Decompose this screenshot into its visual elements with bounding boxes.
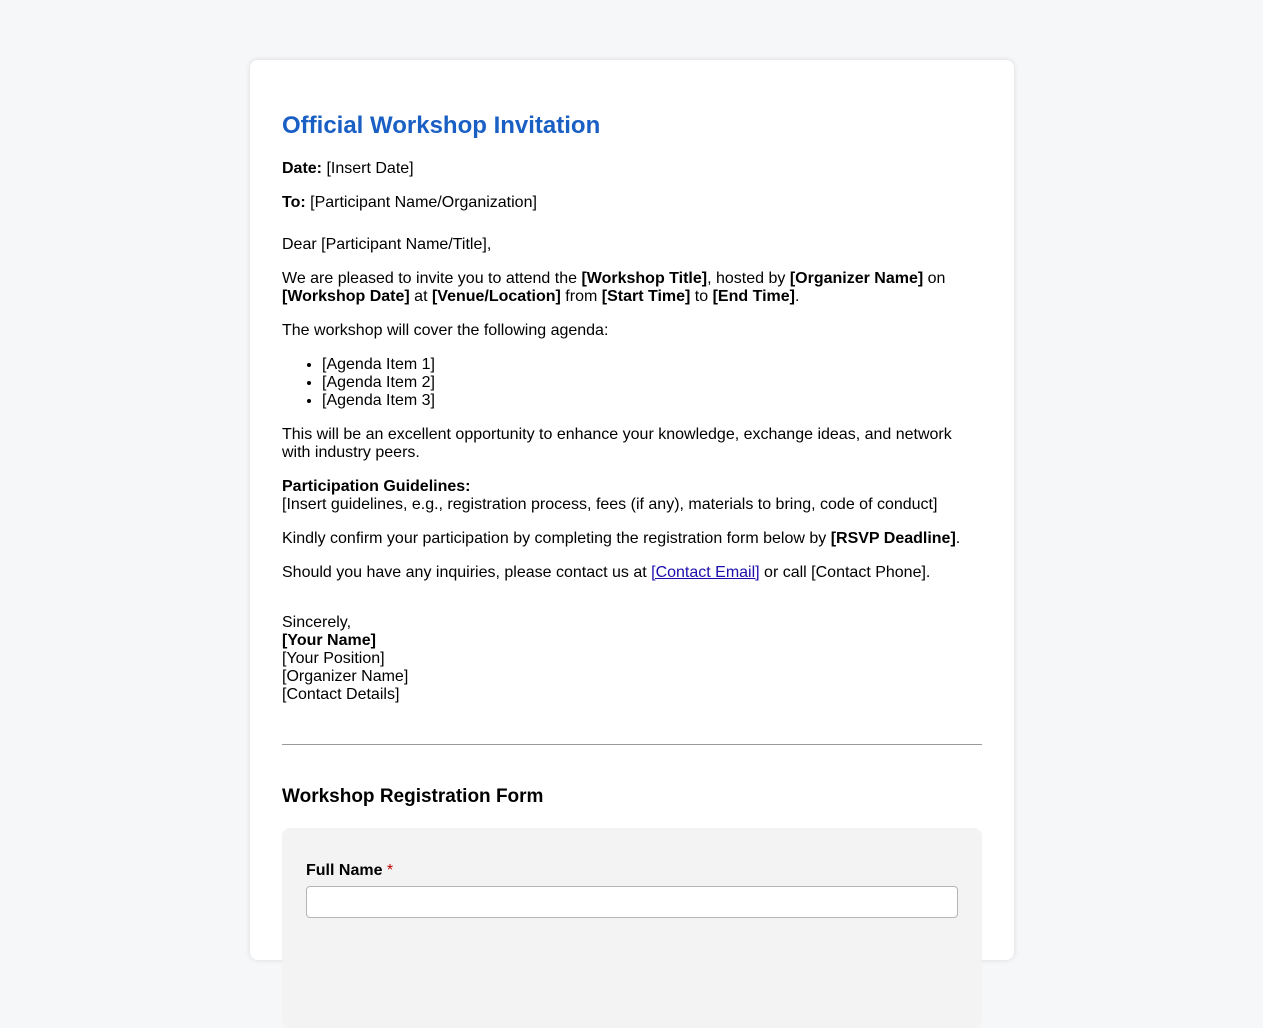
venue-location: [Venue/Location] [431, 288, 561, 305]
full-name-input[interactable] [306, 886, 958, 918]
opportunity-paragraph: This will be an excellent opportunity to enhance your knowledge, exchange ideas, and network with industry peers. [282, 426, 952, 461]
date-line [282, 160, 982, 178]
invitation-card [250, 60, 1014, 960]
signature-block [282, 614, 982, 704]
signer-position: [Your Position] [282, 650, 385, 667]
signer-name [282, 632, 982, 650]
intro-text: at [409, 288, 432, 305]
date-value: [Insert Date] [322, 160, 414, 177]
intro-text: on [923, 270, 946, 287]
rsvp-deadline: [RSVP Deadline] [830, 530, 956, 547]
intro-text: . [794, 288, 800, 305]
guidelines-label: Participation Guidelines: [282, 478, 471, 495]
contact-text: Should you have any inquiries, please contact us at [282, 564, 652, 581]
confirm-text: . [955, 530, 961, 547]
confirm-text: Kindly confirm your participation by completing the registration form below by [282, 530, 831, 547]
required-mark: * [386, 862, 394, 879]
to-label: To: [282, 194, 306, 211]
contact-text: or call [Contact Phone]. [759, 564, 931, 581]
intro-text: , hosted by [707, 270, 790, 287]
signer-contact-details: [Contact Details] [282, 686, 400, 703]
closing: Sincerely, [282, 614, 352, 631]
list-item: • [Agenda Item 3] [322, 392, 982, 410]
greeting: Dear [Participant Name/Title], [282, 236, 492, 253]
list-item: • [Agenda Item 2] [322, 374, 982, 392]
form-title: Workshop Registration Form [282, 786, 544, 807]
signer-name-text: [Your Name] [282, 632, 376, 649]
registration-form [282, 828, 982, 1028]
guidelines-text: [Insert guidelines, e.g., registration process, fees (if any), materials to bring, code of conduct] [282, 496, 938, 513]
workshop-date: [Workshop Date] [282, 288, 410, 305]
divider [282, 744, 982, 745]
agenda-list [282, 356, 982, 410]
to-line [282, 194, 982, 212]
intro-text: from [560, 288, 602, 305]
contact-email-link[interactable]: [Contact Email] [651, 564, 760, 581]
intro-text: We are pleased to invite you to attend the [282, 270, 582, 287]
signer-organizer: [Organizer Name] [282, 668, 409, 685]
date-label: Date: [282, 160, 323, 177]
list-item: • [Agenda Item 1] [322, 356, 982, 374]
workshop-title: [Workshop Title] [581, 270, 708, 287]
to-value: [Participant Name/Organization] [305, 194, 537, 211]
organizer-name: [Organizer Name] [789, 270, 924, 287]
guidelines-paragraph [282, 478, 982, 514]
page-title: Official Workshop Invitation [282, 112, 601, 139]
full-name-label [306, 862, 958, 880]
intro-paragraph [282, 270, 982, 306]
intro-text: to [690, 288, 713, 305]
full-name-label-text: Full Name [306, 862, 383, 879]
confirm-paragraph [282, 530, 982, 548]
end-time: [End Time] [712, 288, 795, 305]
contact-paragraph [282, 564, 982, 582]
start-time: [Start Time] [601, 288, 691, 305]
agenda-intro: The workshop will cover the following agenda: [282, 322, 609, 339]
